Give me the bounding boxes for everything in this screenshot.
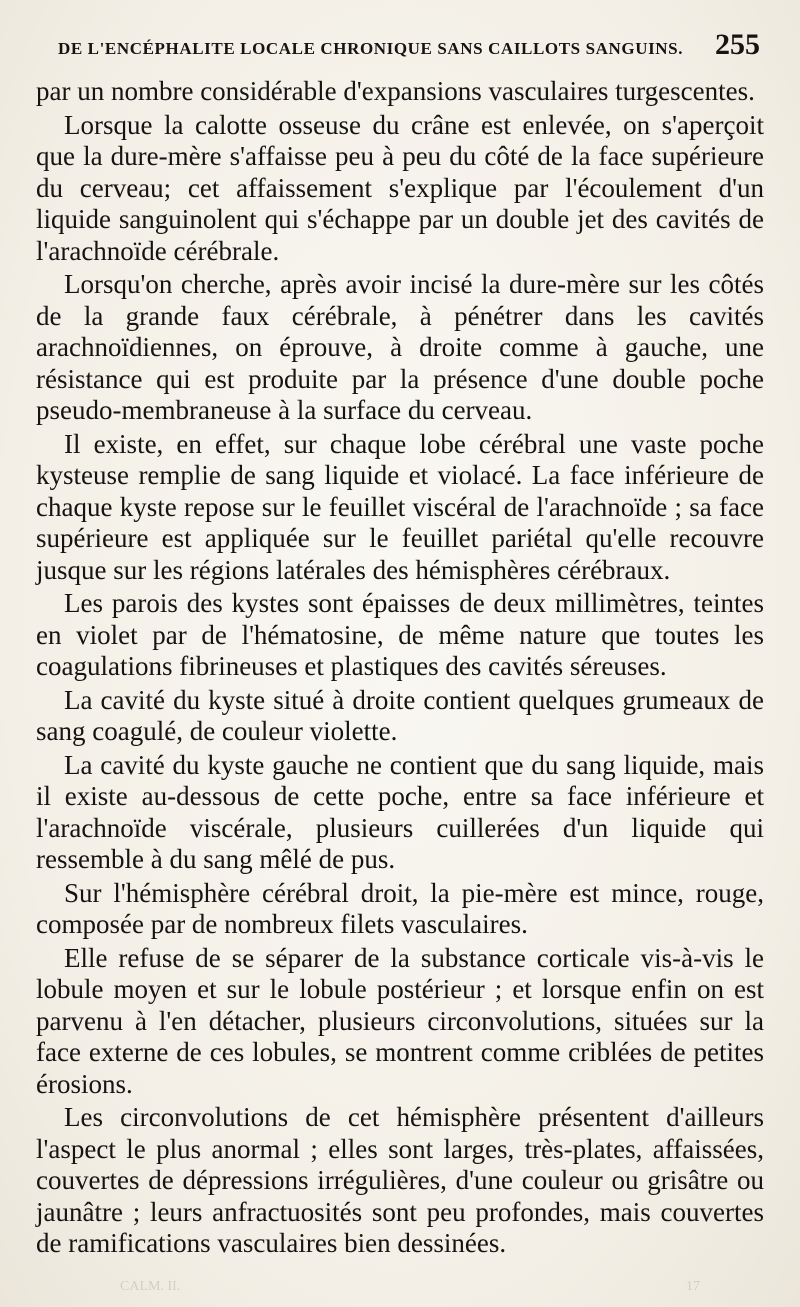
running-title: DE L'ENCÉPHALITE LOCALE CHRONIQUE SANS CAILLOTS SANGUINS.	[58, 39, 684, 58]
paragraph: Les circonvolutions de cet hémisphère présentent d'ailleurs l'aspect le plus anormal ; elles sont larges, très-plates, affaissées, couvertes de dépressions irrégulières, d'une couleur ou grisâtre ou jaunâtre ; leurs anfractuosités sont peu profondes, mais couvertes de ramifications vasculaires bien dessinées.	[36, 1102, 764, 1258]
paragraph: Sur l'hémisphère cérébral droit, la pie-mère est mince, rouge, composée par de nombreux filets vasculaires.	[36, 877, 764, 939]
paragraph: La cavité du kyste gauche ne contient que du sang liquide, mais il existe au-dessous de cette poche, entre sa face inférieure et l'arachnoïde viscérale, plusieurs cuillerées d'un liquide qui ressemble à du sang mêlé de pus.	[36, 749, 764, 874]
paragraph: Lorsqu'on cherche, après avoir incisé la dure-mère sur les côtés de la grande faux cérébrale, à pénétrer dans les cavités arachnoïdiennes, on éprouve, à droite comme à gauche, une résistance qui est produite par la présence d'une double poche pseudo-membraneuse à la surface du cerveau.	[36, 269, 764, 425]
paragraph: Lorsque la calotte osseuse du crâne est enlevée, on s'aperçoit que la dure-mère s'affaisse peu à peu du côté de la face supérieure du cerveau; cet affaissement s'explique par l'écoulement d'un liquide sanguinolent qui s'échappe par un double jet des cavités de l'arachnoïde cérébrale.	[36, 109, 764, 266]
paragraph-continuation: par un nombre considérable d'expansions vasculaires turgescentes.	[36, 76, 755, 106]
paragraph: Elle refuse de se séparer de la substance corticale vis-à-vis le lobule moyen et sur le lobule postérieur ; et lorsque enfin on est parvenu à l'en détacher, plusieurs circonvolutions, situées sur la face externe de ces lobules, se montrent comme criblées de petites érosions.	[36, 942, 764, 1099]
paragraph: Il existe, en effet, sur chaque lobe cérébral une vaste poche kysteuse remplie de sang liquide et violacé. La face inférieure de chaque kyste repose sur le feuillet viscéral de l'arachnoïde ; sa face supérieure est appliquée sur le feuillet pariétal qu'elle recouvre jusque sur les régions latérales des hémisphères cérébraux.	[36, 428, 764, 585]
paragraph: Les parois des kystes sont épaisses de deux millimètres, teintes en violet par de l'hématosine, de même nature que toutes les coagulations fibrineuses et plastiques des cavités séreuses.	[36, 588, 764, 681]
page-footer	[0, 1275, 800, 1299]
page-number: 255	[715, 28, 760, 61]
running-head	[36, 30, 764, 70]
body-text	[36, 76, 764, 1260]
signature-number: 17	[686, 1279, 700, 1294]
signature-mark: CALM. II.	[120, 1279, 181, 1294]
paragraph: La cavité du kyste situé à droite contient quelques grumeaux de sang coagulé, de couleur violette.	[36, 684, 764, 746]
